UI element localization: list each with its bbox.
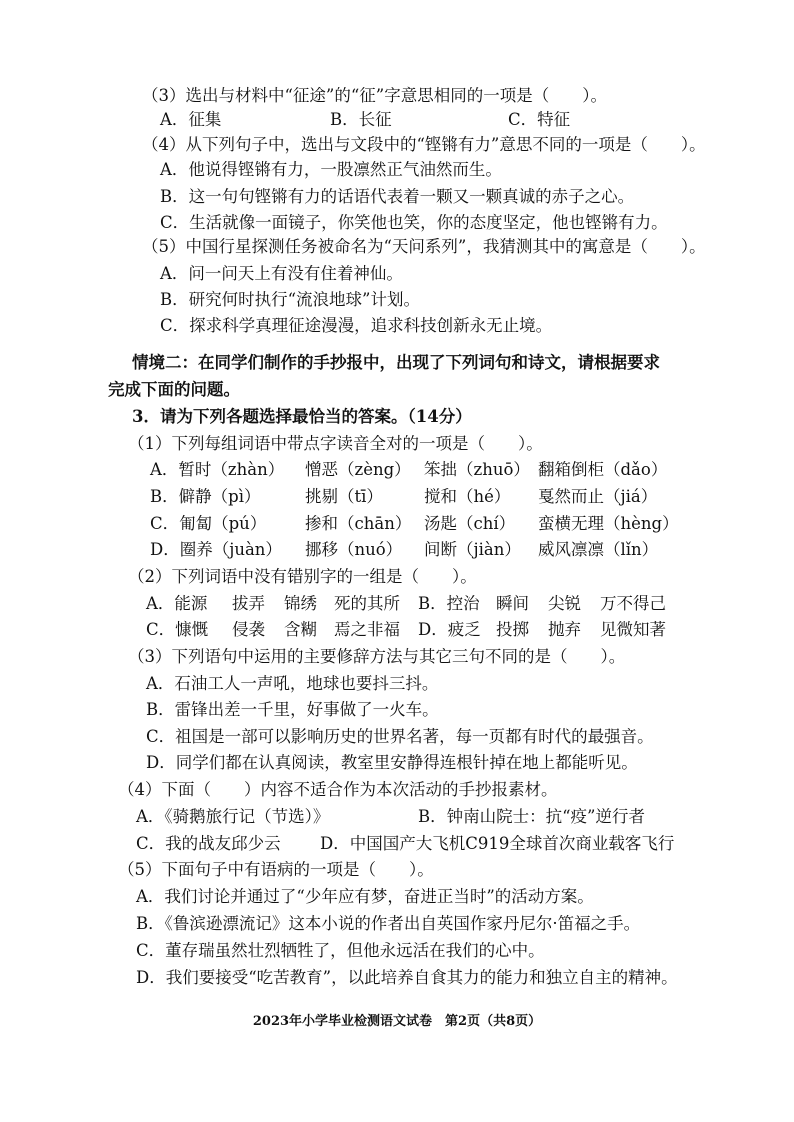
scenario2-line1: 情境二：在同学们制作的手抄报中，出现了下列词句和诗文，请根据要求 — [132, 353, 660, 372]
q3-sub1-r3-c3: 汤匙（chí） — [424, 514, 516, 533]
scenario2-line2: 完成下面的问题。 — [108, 380, 240, 399]
q2-sub3-opt-b: B．长征 — [330, 110, 392, 129]
q3-sub5-opt-a: A．我们讨论并通过了“少年应有梦，奋进正当时”的活动方案。 — [136, 887, 594, 906]
q2-sub3-opt-a: A．征集 — [160, 110, 222, 129]
q3-sub4-opt-a: A．《骑鹅旅行记（节选）》 — [136, 807, 330, 826]
q3-sub1-r4-c4: 威风凛凛（lǐn） — [538, 540, 659, 559]
q3-sub1-r4-c1: D．圈养（juàn） — [150, 540, 282, 559]
q3-sub3-stem: （3）下列语句中运用的主要修辞方法与其它三句不同的是（ ）。 — [128, 647, 626, 666]
q3-sub2-stem: （2）下列词语中没有错别字的一组是（ ）。 — [128, 567, 477, 586]
q3-title: 3．请为下列各题选择最恰当的答案。（14分） — [132, 407, 472, 426]
q3-sub3-opt-b: B．雷锋出差一千里，好事做了一火车。 — [146, 700, 439, 719]
q3-sub2-r2-c1: C．慷慨 — [146, 620, 209, 639]
q3-sub4-opt-d: D．中国国产大飞机C919全球首次商业载客飞行 — [320, 834, 675, 853]
q3-sub2-r2-c6: 投掷 — [496, 620, 529, 639]
q3-sub4-stem: （4）下面（ ）内容不适合作为本次活动的手抄报素材。 — [118, 780, 558, 799]
q3-sub1-r2-c3: 搅和（hé） — [424, 487, 511, 506]
q3-sub3-opt-a: A．石油工人一声吼，地球也要抖三抖。 — [146, 674, 439, 693]
q3-sub2-r2-c2: 侵袭 — [232, 620, 265, 639]
q2-sub4-opt-a: A．他说得铿锵有力，一股凛然正气油然而生。 — [160, 160, 502, 179]
q3-sub3-opt-d: D．同学们都在认真阅读，教室里安静得连根针掉在地上都能听见。 — [146, 753, 638, 772]
page-footer: 2023年小学毕业检测语文试卷 第2页（共8页） — [252, 1014, 542, 1029]
q3-sub2-r2-c8: 见微知著 — [600, 620, 666, 639]
q3-sub2-r1-c8: 万不得己 — [600, 594, 666, 613]
q3-sub1-r2-c1: B．僻静（pì） — [150, 487, 261, 506]
q3-sub2-r1-c3: 锦绣 — [284, 594, 317, 613]
q3-sub4-opt-c: C．我的战友邱少云 — [136, 834, 281, 853]
q3-sub5-stem: （5）下面句子中有语病的一项是（ ）。 — [118, 860, 434, 879]
q3-sub2-r1-c2: 拔弄 — [232, 594, 265, 613]
q3-sub1-r3-c1: C．匍匐（pú） — [150, 514, 267, 533]
q2-sub4-stem: （4）从下列句子中，选出与文段中的“铿锵有力”意思不同的一项是（ ）。 — [142, 135, 706, 154]
q2-sub3-opt-c: C．特征 — [508, 110, 571, 129]
q3-sub1-r1-c3: 笨拙（zhuō） — [424, 460, 530, 479]
q3-sub1-r1-c2: 憎恶（zèng） — [305, 460, 411, 479]
q3-sub1-r4-c3: 间断（jiàn） — [424, 540, 521, 559]
q3-sub2-r2-c5: D．疲乏 — [418, 620, 481, 639]
q3-sub1-r4-c2: 挪移（nuó） — [305, 540, 403, 559]
q3-sub2-r2-c7: 抛弃 — [548, 620, 581, 639]
q3-sub4-opt-b: B．钟南山院士：抗“疫”逆行者 — [418, 807, 645, 826]
q3-sub2-r2-c3: 含糊 — [284, 620, 317, 639]
q3-sub2-r1-c4: 死的其所 — [334, 594, 400, 613]
q3-sub5-opt-d: D．我们要接受“吃苦教育”，以此培养自食其力的能力和独立自主的精神。 — [136, 968, 678, 987]
q3-sub5-opt-b: B．《鲁滨逊漂流记》这本小说的作者出自英国作家丹尼尔·笛福之手。 — [136, 914, 641, 933]
q2-sub4-opt-b: B．这一句句铿锵有力的话语代表着一颗又一颗真诚的赤子之心。 — [160, 187, 635, 206]
q3-sub2-r1-c6: 瞬间 — [496, 594, 529, 613]
q2-sub3-stem: （3）选出与材料中“征途”的“征”字意思相同的一项是（ ）。 — [142, 86, 607, 105]
q3-sub2-r1-c1: A．能源 — [146, 594, 208, 613]
q2-sub4-opt-c: C．生活就像一面镜子，你笑他也笑，你的态度坚定，他也铿锵有力。 — [160, 213, 668, 232]
q2-sub5-opt-b: B．研究何时执行“流浪地球”计划。 — [160, 290, 420, 309]
q3-sub1-stem: （1）下列每组词语中带点字读音全对的一项是（ ）。 — [128, 434, 543, 453]
q2-sub5-opt-a: A．问一问天上有没有住着神仙。 — [160, 264, 403, 283]
q3-sub1-r1-c1: A．暂时（zhàn） — [150, 460, 285, 479]
q3-sub2-r1-c7: 尖锐 — [548, 594, 581, 613]
q3-sub1-r1-c4: 翻箱倒柜（dǎo） — [538, 460, 668, 479]
q3-sub1-r3-c2: 掺和（chān） — [305, 514, 412, 533]
q3-sub1-r3-c4: 蛮横无理（hèng） — [538, 514, 679, 533]
q3-sub1-r2-c2: 挑剔（tī） — [305, 487, 383, 506]
q2-sub5-stem: （5）中国行星探测任务被命名为“天问系列”，我猜测其中的寓意是（ ）。 — [142, 237, 706, 256]
q3-sub5-opt-c: C．董存瑞虽然壮烈牺牲了，但他永远活在我们的心中。 — [136, 941, 545, 960]
q3-sub2-r2-c4: 焉之非福 — [334, 620, 400, 639]
q3-sub1-r2-c4: 戛然而止（jiá） — [538, 487, 658, 506]
q3-sub3-opt-c: C．祖国是一部可以影响历史的世界名著，每一页都有时代的最强音。 — [146, 727, 654, 746]
q2-sub5-opt-c: C．探求科学真理征途漫漫，追求科技创新永无止境。 — [160, 316, 553, 335]
q3-sub2-r1-c5: B．控治 — [418, 594, 480, 613]
